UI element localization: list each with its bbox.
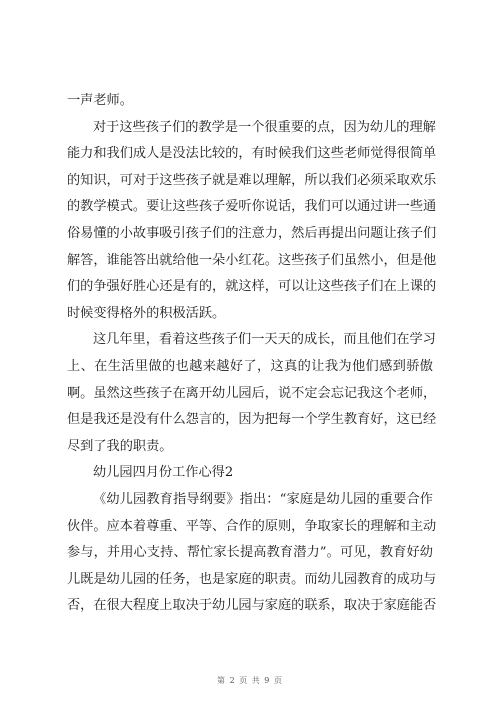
text-line: 的教学模式。要让这些孩子爱听你说话，我们可以通过讲一些通 [67,199,437,215]
text-line: 这几年里，看着这些孩子们一天天的成长，而且他们在学习 [93,332,436,348]
text-line: 能力和我们成人是没法比较的，有时候我们这些老师觉得很简单 [67,146,437,162]
text-line: 儿既是幼儿园的任务，也是家庭的职责。而幼儿园教育的成功与 [67,571,437,587]
text-line: 俗易懂的小故事吸引孩子们的注意力，然后再提出问题让孩子们 [67,225,437,241]
text-line: 们的争强好胜心还是有的，就这样，可以让这些孩子们在上课的 [67,279,437,295]
text-line: 对于这些孩子们的教学是一个很重要的点，因为幼儿的理解 [93,119,436,135]
text-line: 但是我还是没有什么怨言的，因为把每一个学生教育好，这已经 [67,412,437,428]
text-line: 的知识，可对于这些孩子就是难以理解，所以我们必须采取欢乐 [67,172,437,188]
text-line: 《幼儿园教育指导纲要》指出：“家庭是幼儿园的重要合作 [93,491,433,507]
text-line: 一声老师。 [67,93,133,108]
text-line: 上、在生活里做的也越来越好了，这真的让我为他们感到骄傲 [67,358,433,374]
text-line: 尽到了我的职责。 [67,438,173,454]
text-line: 啊。虽然这些孩子在离开幼儿园后，说不定会忘记我这个老师， [67,385,437,401]
text-line: 否，在很大程度上取决于幼儿园与家庭的联系，取决于家庭能否 [67,598,437,614]
body-text [67,88,437,620]
text-line: 参与，并用心支持、帮忙家长提高教育潜力”。可见，教育好幼 [67,545,433,561]
text-line: 时候变得格外的积极活跃。 [67,305,226,321]
text-line: 解答，谁能答出就给他一朵小红花。这些孩子们虽然小，但是他 [67,252,437,268]
text-line: 伙伴。应本着尊重、平等、合作的原则，争取家长的理解和主动 [67,518,437,534]
page-footer: 第 2 页 共 9 页 [217,676,283,685]
text-line: 幼儿园四月份工作心得2 [93,465,234,481]
